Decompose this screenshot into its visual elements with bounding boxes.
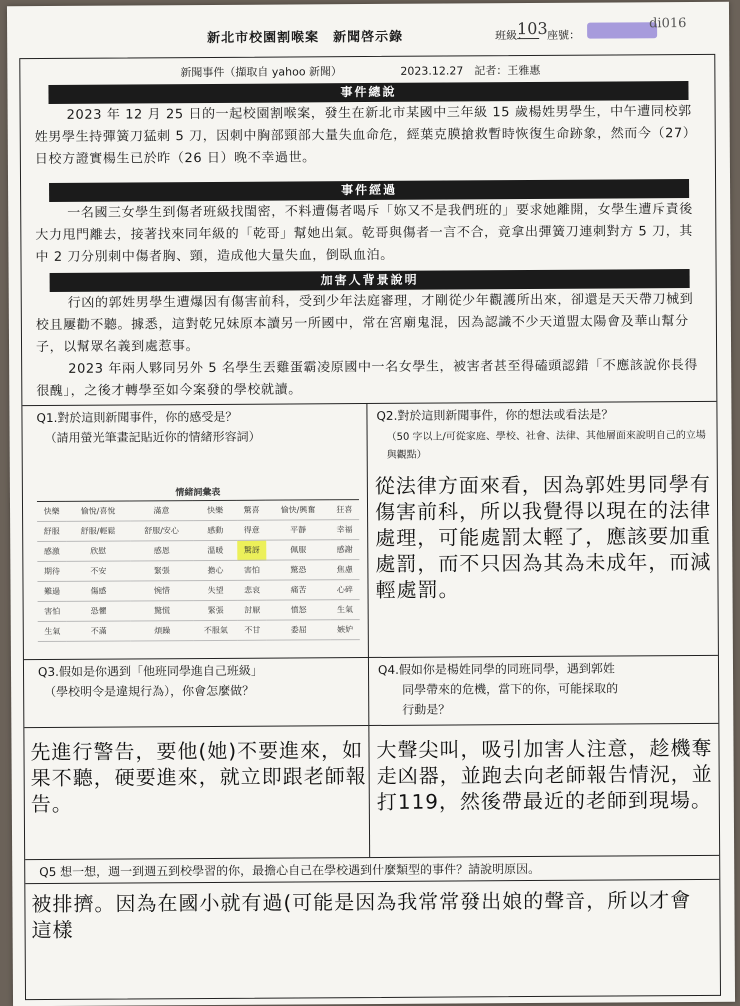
emotion-cell: 惋惜 [130, 581, 194, 601]
q5-answer: 被排擠。因為在國小就有過(可能是因為我常常發出娘的聲音，所以才會這樣 [31, 888, 692, 943]
emotion-cell: 快樂 [193, 500, 237, 520]
class-label: 班級： [495, 29, 529, 43]
emotion-cell: 欣慰 [66, 541, 130, 561]
emotion-cell: 感動 [193, 520, 237, 540]
emotion-table-caption: 情緒詞彙表 [37, 481, 359, 501]
q2-hint: （50 字以上/可從家庭、學校、社會、法律、其他層面來說明自己的立場與觀點） [386, 429, 706, 461]
emotion-cell: 不滿 [67, 621, 131, 641]
section-text-summary: 2023 年 12 月 25 日的一起校園割喉案，發生在新北市某國中三年級 15 歲楊姓男學生，中午遭同校郭姓男學生持彈簧刀猛刺 5 刀，因刺中胸部頸部大量失血命危，經葉克膜搶救暫時恢復生命跡象，然而今（27）日校方證實楊生已於昨（26 日）晚不幸過世。 [34, 104, 697, 168]
page-header [7, 16, 729, 50]
worksheet-frame [19, 54, 721, 1000]
emotion-cell: 舒服 [37, 521, 66, 541]
emotion-cell: 狂喜 [330, 500, 359, 520]
emotion-cell: 舒服/安心 [130, 521, 194, 541]
emotion-cell: 憤怒 [267, 600, 331, 620]
emotion-cell: 害怕 [38, 601, 67, 621]
emotion-cell: 平靜 [266, 520, 330, 540]
worksheet-page [7, 2, 735, 1006]
emotion-row [37, 540, 359, 562]
emotion-cell: 不安 [67, 561, 131, 581]
emotion-cell: 愉悅/喜悅 [66, 501, 130, 521]
emotion-row [38, 620, 360, 642]
q4-answer: 大聲尖叫，吸引加害人注意，趁機奪走凶器，並跑去向老師報告情況，並打119，然後帶最近的老師到現場。 [376, 735, 713, 814]
emotion-row [37, 560, 359, 582]
q1-title: Q1.對於這則新聞事件，你的感受是？ [36, 409, 238, 426]
emotion-cell: 佩服 [266, 540, 330, 560]
emotion-cell: 委屈 [267, 620, 331, 640]
emotion-cell: 痛苦 [267, 580, 331, 600]
emotion-table [37, 481, 360, 642]
emotion-cell: 溫暖 [193, 540, 237, 560]
divider-q3-q4 [368, 657, 370, 857]
news-date-reporter: 2023.12.27 記者：王雅惠 [400, 63, 541, 78]
q2-answer: 從法律方面來看，因為郭姓男同學有傷害前科，所以我覺得以現在的法律處理，可能處罰太輕了，應該要加重處罰，而不只因為其為未成年，而減輕處罰。 [374, 471, 712, 602]
emotion-cell: 舒服/輕鬆 [66, 521, 130, 541]
emotion-cell: 得意 [237, 520, 266, 540]
emotion-cell: 驚恐 [267, 560, 331, 580]
emotion-cell: 悲哀 [237, 580, 266, 600]
emotion-row [37, 500, 359, 522]
emotion-cell: 緊張 [130, 561, 194, 581]
seat-label: 座號： [547, 28, 581, 42]
q3-answer: 先進行警告，要他(她)不要進來，如果不聽，硬要進來，就立即跟老師報告。 [30, 738, 367, 817]
emotion-cell: 傷感 [67, 581, 131, 601]
emotion-cell: 愉快/興奮 [266, 500, 330, 520]
section-text-background-2: 2023 年兩人夥同另外 5 名學生丟雞蛋霸凌原國中一名女學生，被害者甚至得磕頭認錯「不應該說你長得很醜」，之後才轉學至如今案發的學校就讀。 [36, 358, 698, 400]
worksheet-title: 新北市校園割喉案 新聞啓示錄 [207, 29, 404, 46]
divider-q1-q2 [366, 403, 369, 657]
emotion-cell: 難過 [37, 581, 66, 601]
emotion-cell: 煩躁 [130, 621, 194, 641]
emotion-row [37, 520, 359, 542]
emotion-cell: 期待 [37, 561, 66, 581]
redaction-mark [587, 22, 657, 38]
emotion-cell: 驚慌 [130, 601, 194, 621]
divider-q3-answer [24, 725, 368, 728]
q4-title-line2: 同學帶來的危機，當下的你，可能採取的 [402, 681, 619, 697]
emotion-row [38, 600, 360, 622]
emotion-cell: 滿意 [130, 501, 194, 521]
q3-title-line2: （學校明令是違規行為），你會怎麼做？ [44, 683, 255, 699]
emotion-cell: 感恩 [130, 541, 194, 561]
section-text-process: 一名國三女學生到傷者班級找閨密，不料遭傷者喝斥「妳又不是我們班的」要求她離開，女學生遭斥責後大力甩門離去，接著找來同年級的「乾哥」幫她出氣。乾哥與傷者一言不合，竟拿出彈簧刀連刺對方 5 刀，其中 2 刀分別刺中傷者胸、頸，造成他大量失血，倒臥血泊。 [35, 202, 693, 266]
emotion-cell-highlighted: 驚訝 [237, 540, 266, 560]
emotion-cell: 害怕 [237, 560, 266, 580]
q1-hint: （請用螢光筆畫記貼近你的情緒形容詞） [44, 429, 261, 445]
emotion-cell: 生氣 [330, 600, 359, 620]
emotion-cell: 失望 [194, 580, 238, 600]
q5-title: Q5 想一想，週一到週五到校學習的你，最擔心自己在學校遇到什麼類型的事件？請說明原因。 [39, 861, 541, 880]
emotion-cell: 感謝 [330, 540, 359, 560]
section-heading-summary: 事件總說 [48, 81, 688, 104]
emotion-cell: 恐懼 [67, 601, 131, 621]
emotion-cell: 幸福 [330, 520, 359, 540]
emotion-cell: 討厭 [238, 600, 267, 620]
emotion-cell: 焦慮 [330, 560, 359, 580]
q3-title: Q3.假如是你遇到「他班同學進自己班級」 [37, 663, 263, 680]
news-source-label: 新聞事件（擷取自 yahoo 新聞） [180, 65, 343, 80]
student-name: di016 [649, 16, 687, 32]
emotion-cell: 感激 [37, 541, 66, 561]
news-source [20, 61, 714, 80]
emotion-cell: 心碎 [330, 580, 359, 600]
section-heading-process: 事件經過 [49, 179, 689, 202]
section-heading-background: 加害人背景說明 [50, 269, 690, 292]
emotion-cell: 快樂 [37, 501, 66, 521]
q4-title-line3: 行動是？ [402, 702, 451, 717]
section-text-background: 行凶的郭姓男學生遭爆因有傷害前科，受到少年法庭審理，才剛從少年觀護所出來，卻還是天天帶刀械到校且屢勸不聽。據悉，這對乾兄妹原本讀另一所國中，常在宮廟鬼混，因為認識不少天道盟太陽會及華山幫分子，以幫眾名義到處惹事。 [35, 292, 694, 356]
q4-title: Q4.假如你是楊姓同學的同班同學，遇到郭姓 [377, 661, 615, 677]
emotion-row [37, 580, 359, 602]
class-value: 103 [517, 18, 548, 39]
divider-q5 [25, 855, 719, 860]
emotion-cell: 不服氣 [194, 620, 238, 640]
q2-title: Q2.對於這則新聞事件，你的想法或看法是？ [376, 407, 614, 423]
emotion-cell: 驚喜 [237, 500, 266, 520]
emotion-cell: 擔心 [193, 560, 237, 580]
emotion-cell: 嫉妒 [330, 620, 359, 640]
emotion-cell: 緊張 [194, 600, 238, 620]
emotion-cell: 不甘 [238, 620, 267, 640]
divider-q4-answer [368, 723, 718, 726]
emotion-cell: 生氣 [38, 621, 67, 641]
